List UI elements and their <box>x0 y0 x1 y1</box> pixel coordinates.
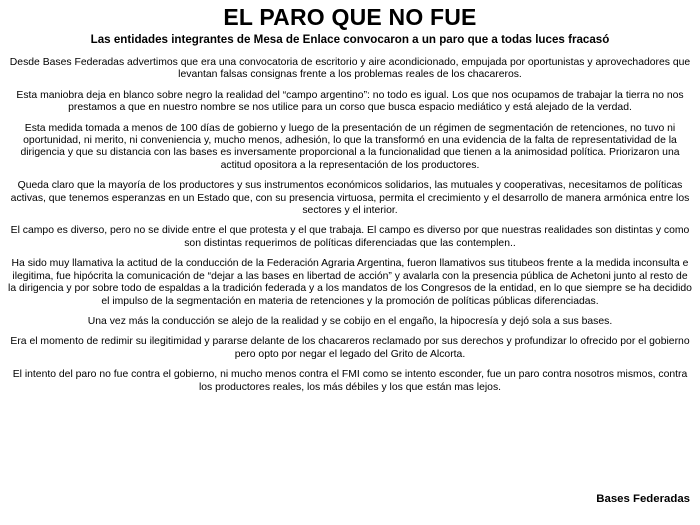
paragraph-8: Era el momento de redimir su ilegitimidad y pararse delante de los chacareros reclamado por sus derechos y profundizar lo ofrecido por el gobierno pero opto por negar el legado del Grito de Alcorta. <box>10 336 690 360</box>
paragraph-5: El campo es diverso, pero no se divide entre el que protesta y el que trabaja. El campo es diverso por que nuestras realidades son distintas y como son distintas requerimos de políticas diferenciadas que las contemplen.. <box>10 225 690 249</box>
signature: Bases Federadas <box>596 493 690 505</box>
paragraph-7: Una vez más la conducción se alejo de la realidad y se cobijo en el engaño, la hipocresía y dejó sola a sus bases. <box>87 315 613 327</box>
paragraph-1: Desde Bases Federadas advertimos que era una convocatoria de escritorio y aire acondicionado, empujada por oportunistas y aprovechadores que levantan falsas consignas frente a los problemas reales de los chacareros. <box>9 57 691 81</box>
paragraph-9: El intento del paro no fue contra el gobierno, ni mucho menos contra el FMI como se intento esconder, fue un paro contra nosotros mismos, contra los productores reales, los más débiles y los que están mas lejos. <box>12 369 688 393</box>
document-title: EL PARO QUE NO FUE <box>223 4 477 30</box>
paragraph-6: Ha sido muy llamativa la actitud de la conducción de la Federación Agraria Argentina, fueron llamativos sus titubeos frente a la medida inconsulta e ilegitima, fue hipócrita la comunicación de “dejar a las bases en libertad de acción” y avalarla con la presencia pública de Achetoni junto al resto de la dirigencia y por sobre todo de espaldas a la tradición federada y a los mandatos de los Congresos de la entidad, en lo que siempre se ha decidido el impulso de la segmentación en materia de retenciones y la promoción de políticas públicas diferenciadas. <box>8 258 692 307</box>
paragraph-4: Queda claro que la mayoría de los productores y sus instrumentos económicos solidarios, las mutuales y cooperativas, necesitamos de políticas activas, que tenemos esperanzas en un Estado que, con su presencia virtuosa, permita el crecimiento y el desarrollo de manera armónica entre los sectores y el interior. <box>10 180 690 217</box>
paragraph-3: Esta medida tomada a menos de 100 días de gobierno y luego de la presentación de un régimen de segmentación de retenciones, no tuvo ni oportunidad, ni merito, ni conveniencia y, mucho menos, adhesión, lo que la transformó en una evidencia de la falta de representatividad de la dirigencia y que su distancia con las bases es inversamente proporcional a la funcionalidad que tienen a la animosidad política. Priorizaron una actitud opositora a la representación de los productores. <box>20 122 680 171</box>
document-subtitle: Las entidades integrantes de Mesa de Enlace convocaron a un paro que a todas luces fracasó <box>90 33 610 46</box>
paragraph-2: Esta maniobra deja en blanco sobre negro la realidad del “campo argentino”: no todo es igual. Los que nos ocupamos de trabajar la tierra no nos prestamos a que en nuestro nombre se nos utilice para un corso que busca espacio mediático y está alejado de la verdad. <box>16 89 684 114</box>
